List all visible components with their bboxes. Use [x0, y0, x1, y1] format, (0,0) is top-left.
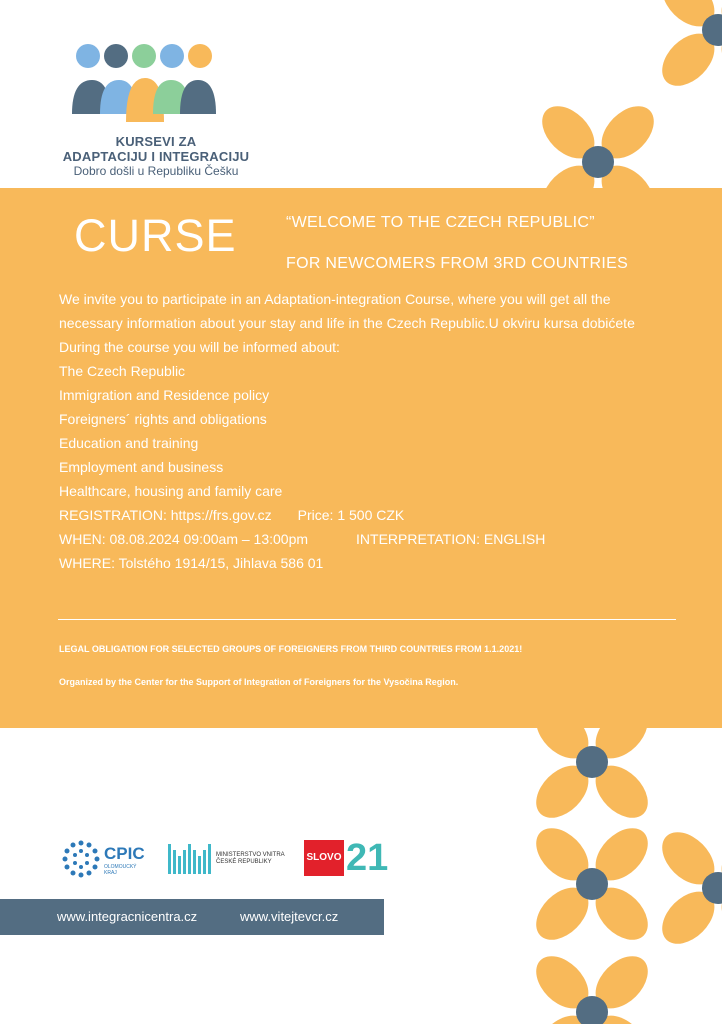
cpic-label: CPIC [104, 844, 145, 863]
topic-item: Foreigners´ rights and obligations [59, 411, 267, 427]
intro-line-2: necessary information about your stay and life in the Czech Republic.U okviru kursa dobićete [59, 315, 635, 331]
vitejtevcr-link[interactable]: www.vitejtevcr.cz [240, 909, 339, 924]
integracnicentra-link[interactable]: www.integracnicentra.cz [57, 909, 198, 924]
brand-line1: KURSEVI ZA [115, 134, 197, 149]
interpretation-text: INTERPRETATION: ENGLISH [356, 531, 546, 547]
ministry-emblem-icon [168, 842, 212, 876]
intro-line-1: We invite you to participate in an Adaptation-integration Course, where you will get all the [59, 291, 611, 307]
cpic-dots-icon [62, 840, 100, 878]
cpic-sub-label: OLOMOUCKÝ KRAJ [104, 864, 137, 876]
legal-obligation-note: LEGAL OBLIGATION FOR SELECTED GROUPS OF FOREIGNERS FROM THIRD COUNTRIES FROM 1.1.2021! [59, 644, 523, 654]
registration-text[interactable]: REGISTRATION: https://frs.gov.cz [59, 507, 272, 523]
title-welcome: “WELCOME TO THE CZECH REPUBLIC” [286, 214, 595, 231]
registration-row [59, 503, 709, 527]
cpic-logo [62, 838, 157, 880]
where-text: WHERE: Tolstého 1914/15, Jihlava 586 01 [59, 555, 324, 571]
title-newcomers: FOR NEWCOMERS FROM 3RD COUNTRIES [286, 255, 629, 272]
topic-item: Employment and business [59, 459, 224, 475]
curse-heading: CURSE [74, 210, 237, 261]
topic-item: Immigration and Residence policy [59, 387, 270, 403]
brand-text [56, 134, 256, 179]
topic-item: Healthcare, housing and family care [59, 483, 283, 499]
brand-line3: Dobro došli u Republiku Češku [73, 164, 239, 178]
course-description [59, 287, 709, 575]
topic-item: The Czech Republic [59, 363, 186, 379]
slovo21-logo [304, 838, 388, 880]
topic-item: Education and training [59, 435, 199, 451]
ministry-logo [168, 838, 288, 880]
organizer-note: Organized by the Center for the Support of Integration of Foreigners for the Vysočina Region. [59, 677, 459, 687]
ministry-label: MINISTERSTVO VNITRA ČESKÉ REPUBLIKY [216, 852, 285, 865]
price-text: Price: 1 500 CZK [297, 507, 405, 523]
logo-people-icon [70, 42, 220, 122]
brand-line2: ADAPTACIJU I INTEGRACIJU [62, 149, 250, 164]
when-text: WHEN: 08.08.2024 09:00am – 13:00pm [59, 531, 309, 547]
slovo-label: SLOVO [306, 852, 342, 863]
divider [58, 619, 676, 620]
when-row [59, 527, 709, 551]
informed-line: During the course you will be informed about: [59, 339, 340, 355]
slovo-number: 21 [346, 837, 389, 879]
footer-bar [0, 899, 384, 935]
